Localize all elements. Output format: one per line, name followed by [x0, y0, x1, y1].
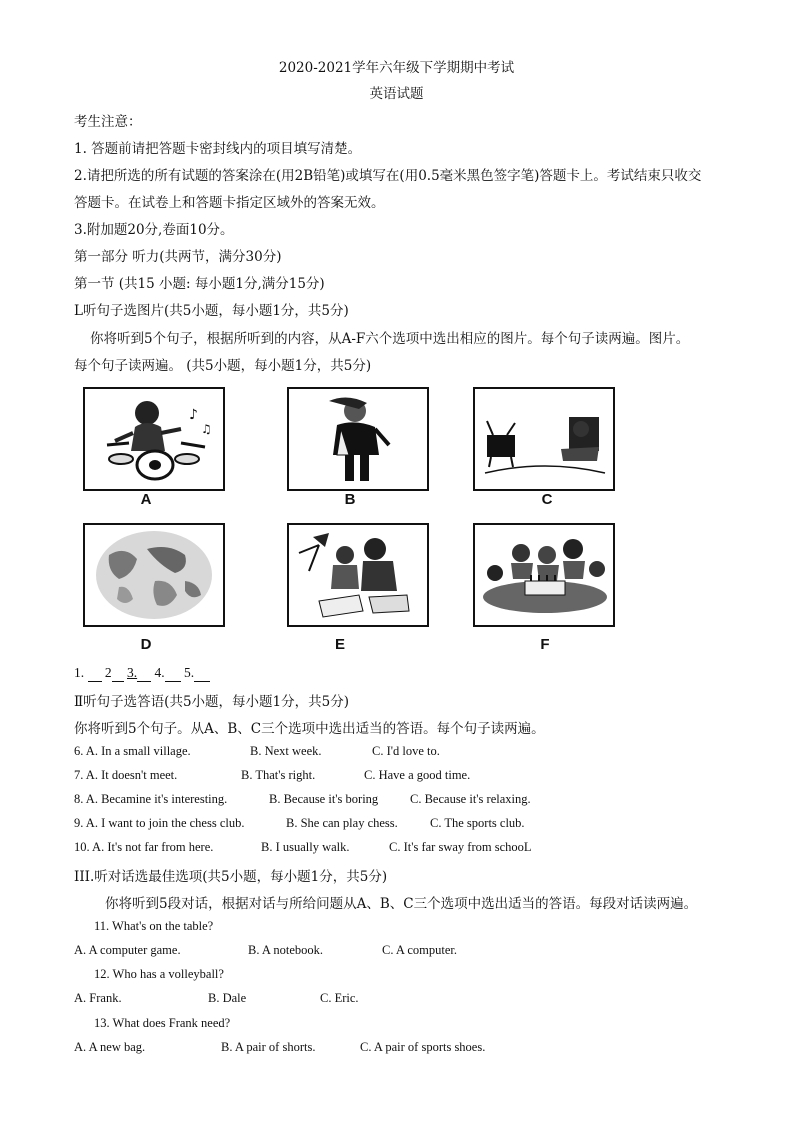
- q8-option-c: C. Because it's relaxing.: [410, 792, 531, 806]
- picture-label-d: D: [140, 636, 152, 653]
- answer-blank-5[interactable]: [194, 665, 210, 682]
- notice-item-1: 1. 答题前请把答题卡密封线内的项目填写清楚。: [74, 141, 362, 157]
- picture-label-f: F: [540, 636, 550, 653]
- q6-option-b: B. Next week.: [250, 744, 322, 758]
- listening-picture-instructions-line1: 你将听到5个句子，根据所听到的内容，从A-F六个选项中选出相应的图片。每个句子读两遍。图片。: [90, 331, 690, 347]
- picture-b-singer: [287, 387, 429, 491]
- picture-label-c: C: [541, 491, 553, 508]
- q13-question: 13. What does Frank need?: [94, 1016, 231, 1030]
- q9-option-c: C. The sports club.: [430, 816, 525, 830]
- part2-instructions: 你将听到5个句子。从A、B、C三个选项中选出适当的答语。每个句子读两遍。: [74, 721, 545, 737]
- picture-label-a: A: [140, 491, 152, 508]
- q7-option-b: B. That's right.: [241, 768, 316, 782]
- picture-label-e: E: [334, 636, 345, 653]
- answer-blank-2[interactable]: [112, 665, 124, 682]
- q11-question: 11. What's on the table?: [94, 919, 214, 933]
- q7-option-a: 7. A. It doesn't meet.: [74, 768, 178, 782]
- answer-blank-3[interactable]: [137, 665, 151, 682]
- part2-title: Ⅱ听句子选答语(共5小题，每小题1分，共5分): [74, 694, 349, 710]
- section1-title: 第一节 (共15 小题: 每小题1分,满分15分): [74, 276, 325, 292]
- picture-c-watching-tv: [473, 387, 615, 491]
- part1-title: 第一部分 听力(共两节，满分30分): [74, 249, 282, 265]
- q12-option-a: A. Frank.: [74, 991, 122, 1005]
- notice-item-3: 3.附加题20分,卷面10分。: [74, 222, 234, 238]
- q12-option-c: C. Eric.: [320, 991, 359, 1005]
- part3-title: III.听对话选最佳选项(共5小题，每小题1分，共5分): [74, 869, 388, 885]
- exam-subtitle: 英语试题: [369, 86, 424, 102]
- q10-option-a: 10. A. It's not far from here.: [74, 840, 214, 854]
- picture-label-b: B: [344, 491, 356, 508]
- q13-option-a: A. A new bag.: [74, 1040, 146, 1054]
- notice-item-2-line2: 答题卡。在试卷上和答题卡指定区域外的答案无效。: [74, 195, 385, 211]
- picture-e-family-reading: [287, 523, 429, 627]
- answer-number-2: 2: [104, 665, 112, 680]
- picture-f-birthday-party: [473, 523, 615, 627]
- q13-option-c: C. A pair of sports shoes.: [360, 1040, 486, 1054]
- q8-option-b: B. Because it's boring: [269, 792, 379, 806]
- q7-option-c: C. Have a good time.: [364, 768, 471, 782]
- answer-number-4: 4.: [154, 665, 165, 680]
- svg-text:♫: ♫: [201, 422, 212, 436]
- q8-option-a: 8. A. Becamine it's interesting.: [74, 792, 228, 806]
- answer-blank-1[interactable]: [88, 665, 102, 682]
- exam-title: 2020-2021学年六年级下学期期中考试: [278, 60, 515, 76]
- notice-heading: 考生注意：: [74, 114, 142, 130]
- q9-option-b: B. She can play chess.: [286, 816, 398, 830]
- picture-a-drummer: [83, 387, 225, 491]
- answer-blank-4[interactable]: [165, 665, 181, 682]
- q11-option-b: B. A notebook.: [248, 943, 324, 957]
- q6-option-c: C. I'd love to.: [372, 744, 440, 758]
- answer-number-1: 1.: [74, 665, 85, 680]
- q12-question: 12. Who has a volleyball?: [94, 967, 224, 981]
- listening-picture-instructions-line2: 每个句子读两遍。 (共5小题，每小题1分，共5分): [74, 358, 372, 374]
- q11-option-a: A. A computer game.: [74, 943, 181, 957]
- q11-option-c: C. A computer.: [382, 943, 457, 957]
- q10-option-c: C. It's far sway from schooL: [389, 840, 532, 854]
- answer-blanks-line: [74, 665, 210, 682]
- q12-option-b: B. Dale: [208, 991, 247, 1005]
- q10-option-b: B. I usually walk.: [261, 840, 350, 854]
- part3-instructions: 你将听到5段对话，根据对话与所给问题从A、B、C三个选项中选出适当的答语。每段对话读两遍。: [105, 896, 698, 912]
- answer-number-3: 3.: [127, 665, 138, 680]
- listening-picture-title: L听句子选图片(共5小题，每小题1分，共5分): [74, 303, 349, 319]
- svg-text:♪: ♪: [189, 407, 198, 423]
- q9-option-a: 9. A. I want to join the chess club.: [74, 816, 245, 830]
- notice-item-2-line1: 2.请把所选的所有试题的答案涂在(用2B铅笔)或填写在(用0.5毫米黑色签字笔)答题卡上。考试结束只收交: [74, 168, 702, 184]
- picture-d-world-map: [83, 523, 225, 627]
- answer-number-5: 5.: [184, 665, 195, 680]
- q6-option-a: 6. A. In a small village.: [74, 744, 191, 758]
- q13-option-b: B. A pair of shorts.: [221, 1040, 316, 1054]
